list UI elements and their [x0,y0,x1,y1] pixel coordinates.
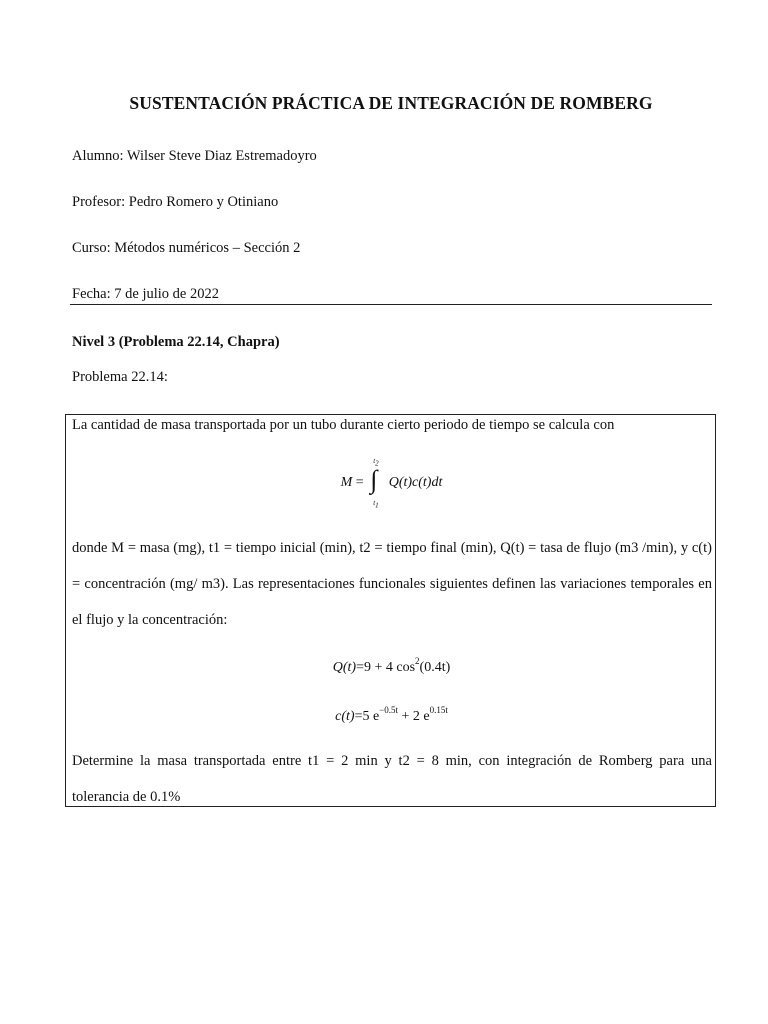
eq2-rhs-a: =9 + 4 cos [356,660,416,675]
header-divider [70,304,712,305]
eq1-upper-limit: $t_2$ [373,457,379,468]
eq1-integrand: Q(t)c(t)dt [388,475,443,491]
concentration-equation [66,705,717,725]
problem-intro: La cantidad de masa transportada por un tubo durante cierto periodo de tiempo se calcula con [72,417,615,433]
integral-sign: ∫ $t_2$ $t_1$ [370,457,379,510]
student-line: Alumno: Wilser Steve Diaz Estremadoyro [72,148,317,164]
problem-definitions: donde M = masa (mg), t1 = tiempo inicial (min), t2 = tiempo final (min), Q(t) = tasa de flujo (m3 /min), y c(t) = concentración (mg/ m3). Las representaciones funcionales siguientes definen las variaciones temporales en el flujo y la concentración: [72,540,712,628]
eq1-lower-limit: $t_1$ [373,499,379,510]
flow-rate-equation [66,656,717,676]
eq3-rhs-b: + 2 e [398,709,430,724]
course-line: Curso: Métodos numéricos – Sección 2 [72,240,301,256]
eq3-rhs-a: =5 e [354,709,380,724]
eq2-rhs-b: (0.4t) [419,660,451,675]
mass-integral-equation: M = ∫ $t_2$ $t_1$ Q(t)c(t)dt [340,457,443,510]
problem-statement-box [65,414,716,807]
problem-task: Determine la masa transportada entre t1 = 2 min y t2 = 8 min, con integración de Romberg para una tolerancia de 0.1% [72,753,712,805]
level-heading: Nivel 3 (Problema 22.14, Chapra) [72,334,280,350]
eq3-exp2: 0.15t [429,705,448,715]
problem-label: Problema 22.14: [72,369,168,385]
document-title: SUSTENTACIÓN PRÁCTICA DE INTEGRACIÓN DE ROMBERG [129,93,653,113]
date-line: Fecha: 7 de julio de 2022 [72,286,219,302]
professor-line: Profesor: Pedro Romero y Otiniano [72,194,279,210]
eq2-lhs: Q(t) [332,660,357,675]
eq3-lhs: c(t) [335,709,355,724]
eq3-exp1: −0.5t [379,705,398,715]
eq2-power: 2 [415,656,420,666]
eq1-lhs: M [340,475,353,491]
